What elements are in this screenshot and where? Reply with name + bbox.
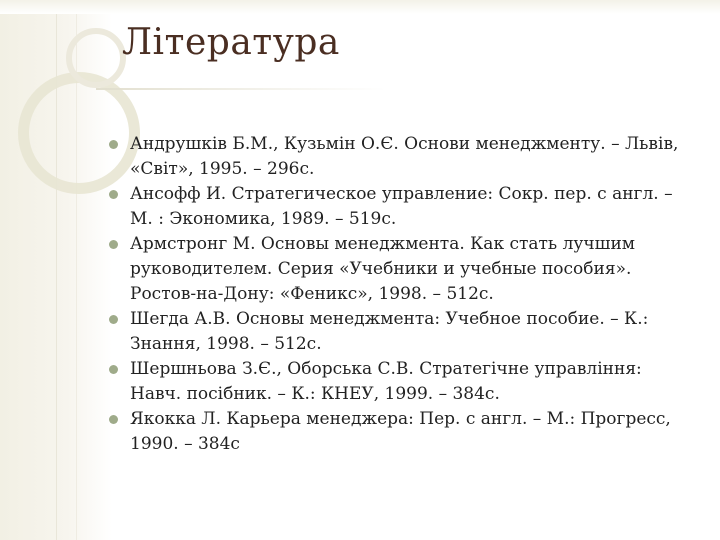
reference-list bbox=[130, 132, 690, 457]
reference-text: Армстронг М. Основы менеджмента. Как стать лучшим руководителем. Серия «Учебники и учебные пособия». Ростов-на-Дону: «Феникс», 1998. – 512с. bbox=[130, 234, 635, 304]
slide-title: Література bbox=[122, 22, 340, 63]
title-underline bbox=[96, 88, 386, 90]
bullet-icon bbox=[109, 140, 118, 149]
reference-item bbox=[130, 407, 690, 457]
reference-text: Якокка Л. Карьера менеджера: Пер. с англ. – М.: Прогресс, 1990. – 384с bbox=[130, 409, 671, 454]
reference-text: Ансофф И. Стратегическое управление: Сокр. пер. с англ. – М. : Экономика, 1989. – 519с. bbox=[130, 184, 673, 229]
reference-item bbox=[130, 232, 690, 307]
reference-text: Шершньова З.Є., Оборська С.В. Стратегічне управління: Навч. посібник. – К.: КНЕУ, 1999. – 384с. bbox=[130, 359, 642, 404]
reference-item bbox=[130, 182, 690, 232]
decorative-top-band bbox=[0, 0, 720, 14]
decorative-ring-large bbox=[18, 72, 140, 194]
reference-item bbox=[130, 307, 690, 357]
bullet-icon bbox=[109, 315, 118, 324]
reference-item bbox=[130, 357, 690, 407]
reference-text: Андрушків Б.М., Кузьмін О.Є. Основи менеджменту. – Львів, «Світ», 1995. – 296с. bbox=[130, 134, 679, 179]
bullet-icon bbox=[109, 190, 118, 199]
bullet-icon bbox=[109, 240, 118, 249]
bullet-icon bbox=[109, 415, 118, 424]
bullet-icon bbox=[109, 365, 118, 374]
decorative-ring-small bbox=[66, 28, 126, 88]
reference-item bbox=[130, 132, 690, 182]
reference-text: Шегда А.В. Основы менеджмента: Учебное пособие. – К.: Знання, 1998. – 512с. bbox=[130, 309, 649, 354]
